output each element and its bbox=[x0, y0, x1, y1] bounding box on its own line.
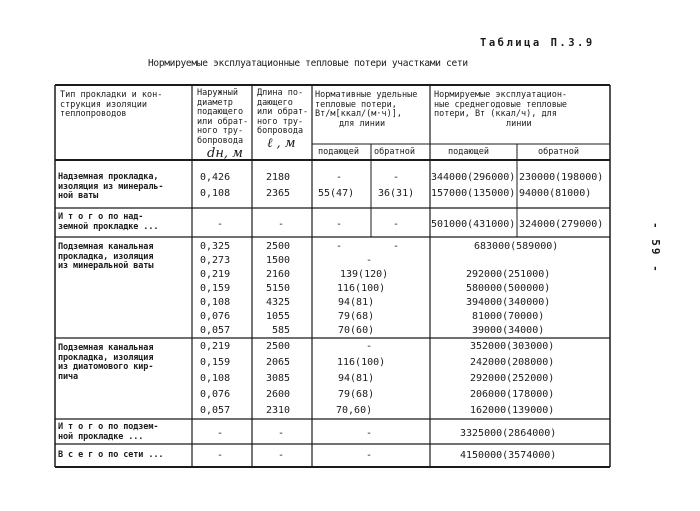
cell-t2-length: - bbox=[278, 428, 285, 439]
cell-t3-q: - bbox=[366, 450, 373, 461]
header-return-2: обратной bbox=[538, 147, 579, 157]
cell-t3-eloss: 4150000(3574000) bbox=[460, 450, 557, 461]
header-col-specific-losses: Нормативные удельные тепловые потери, Вт/м[ккал/(м·ч)], для линии bbox=[315, 90, 418, 129]
cell-r9-eloss: 39000(34000) bbox=[472, 325, 545, 336]
header-return-1: обратной bbox=[374, 147, 415, 157]
cell-r5-diameter: 0,219 bbox=[200, 269, 231, 280]
cell-r13-eloss: 206000(178000) bbox=[470, 389, 555, 400]
cell-r9-q: 70(60) bbox=[338, 325, 375, 336]
cell-r3-length: 2500 bbox=[266, 241, 291, 252]
cell-r12-q: 94(81) bbox=[338, 373, 375, 384]
cell-r14-diameter: 0,057 bbox=[200, 405, 231, 416]
page-number: - 59 - bbox=[649, 222, 662, 274]
cell-r1-esupply: 344000(296000) bbox=[431, 172, 516, 183]
cell-r1-length: 2180 bbox=[266, 172, 291, 183]
cell-r4-length: 1500 bbox=[266, 255, 291, 266]
cell-r3-qsupply: - bbox=[336, 241, 343, 252]
cell-r2-length: 2365 bbox=[266, 188, 291, 199]
cell-t3-diameter: - bbox=[217, 450, 224, 461]
group-label-underground-wool: Подземная канальная прокладка, изоляция из минеральной ваты bbox=[58, 242, 154, 271]
header-supply-1: подающей bbox=[318, 147, 359, 157]
cell-t2-diameter: - bbox=[217, 428, 224, 439]
cell-r4-q: - bbox=[366, 255, 373, 266]
cell-r2-qreturn: 36(31) bbox=[378, 188, 415, 199]
cell-r3-diameter: 0,325 bbox=[200, 241, 231, 252]
cell-r6-q: 116(100) bbox=[337, 283, 386, 294]
cell-r1-qreturn: - bbox=[393, 172, 400, 183]
cell-r12-diameter: 0,108 bbox=[200, 373, 231, 384]
cell-r8-diameter: 0,076 bbox=[200, 311, 231, 322]
cell-r8-length: 1055 bbox=[266, 311, 291, 322]
cell-r1-qsupply: - bbox=[336, 172, 343, 183]
cell-r7-diameter: 0,108 bbox=[200, 297, 231, 308]
cell-r7-q: 94(81) bbox=[338, 297, 375, 308]
cell-r8-eloss: 81000(70000) bbox=[472, 311, 545, 322]
cell-r13-length: 2600 bbox=[266, 389, 291, 400]
cell-r6-diameter: 0,159 bbox=[200, 283, 231, 294]
cell-t1-qsupply: - bbox=[336, 219, 343, 230]
cell-r7-eloss: 394000(340000) bbox=[466, 297, 551, 308]
cell-r2-esupply: 157000(135000) bbox=[431, 188, 516, 199]
cell-t1-length: - bbox=[278, 219, 285, 230]
cell-r1-ereturn: 230000(198000) bbox=[519, 172, 604, 183]
cell-r10-length: 2500 bbox=[266, 341, 291, 352]
cell-r5-eloss: 292000(251000) bbox=[466, 269, 551, 280]
cell-r9-length: 585 bbox=[272, 325, 291, 336]
cell-r5-length: 2160 bbox=[266, 269, 291, 280]
cell-t1-ereturn: 324000(279000) bbox=[519, 219, 604, 230]
cell-r13-diameter: 0,076 bbox=[200, 389, 231, 400]
cell-r6-length: 5150 bbox=[266, 283, 291, 294]
group-label-aboveground: Надземная прокладка, изоляция из минераль- ной ваты bbox=[58, 172, 164, 201]
cell-t1-diameter: - bbox=[217, 219, 224, 230]
cell-r10-eloss: 352000(303000) bbox=[470, 341, 555, 352]
table-subtitle: Нормируемые эксплуатационные тепловые потери участками сети bbox=[148, 58, 468, 69]
grand-total-label: В с е г о по сети ... bbox=[58, 450, 164, 460]
cell-r14-q: 70,60) bbox=[336, 405, 373, 416]
header-col-diameter: Наружный диаметр подающего или обрат- ного тру- бопровода dн, м bbox=[197, 88, 249, 161]
cell-r1-diameter: 0,426 bbox=[200, 172, 231, 183]
cell-t2-q: - bbox=[366, 428, 373, 439]
header-col-annual-losses: Нормируемые эксплуатацион- ные среднегодовые тепловые потери, Вт (ккал/ч), для линии bbox=[434, 90, 568, 129]
cell-r2-diameter: 0,108 bbox=[200, 188, 231, 199]
cell-t2-eloss: 3325000(2864000) bbox=[460, 428, 557, 439]
cell-r11-q: 116(100) bbox=[337, 357, 386, 368]
cell-r11-eloss: 242000(208000) bbox=[470, 357, 555, 368]
cell-r12-length: 3085 bbox=[266, 373, 291, 384]
cell-t1-esupply: 501000(431000) bbox=[431, 219, 516, 230]
cell-t3-length: - bbox=[278, 450, 285, 461]
cell-r8-q: 79(68) bbox=[338, 311, 375, 322]
cell-r14-length: 2310 bbox=[266, 405, 291, 416]
cell-r9-diameter: 0,057 bbox=[200, 325, 231, 336]
cell-t1-qreturn: - bbox=[393, 219, 400, 230]
cell-r2-qsupply: 55(47) bbox=[318, 188, 355, 199]
cell-r3-eloss: 683000(589000) bbox=[474, 241, 559, 252]
cell-r11-diameter: 0,159 bbox=[200, 357, 231, 368]
group-label-underground-brick: Подземная канальная прокладка, изоляция из диатомового кир- пича bbox=[58, 343, 154, 382]
header-col-length: Длина по- дающего или обрат- ного тру- бопровода ℓ , м bbox=[257, 88, 309, 151]
cell-r7-length: 4325 bbox=[266, 297, 291, 308]
cell-r10-diameter: 0,219 bbox=[200, 341, 231, 352]
total-label-aboveground: И т о г о по над- земной прокладке ... bbox=[58, 212, 159, 232]
cell-r10-q: - bbox=[366, 341, 373, 352]
cell-r2-ereturn: 94000(81000) bbox=[519, 188, 592, 199]
cell-r5-q: 139(120) bbox=[340, 269, 389, 280]
cell-r11-length: 2065 bbox=[266, 357, 291, 368]
cell-r14-eloss: 162000(139000) bbox=[470, 405, 555, 416]
cell-r13-q: 79(68) bbox=[338, 389, 375, 400]
cell-r12-eloss: 292000(252000) bbox=[470, 373, 555, 384]
header-col-type: Тип прокладки и кон- струкция изоляции теплопроводов bbox=[60, 90, 163, 120]
header-supply-2: подающей bbox=[448, 147, 489, 157]
cell-r4-diameter: 0,273 bbox=[200, 255, 231, 266]
table-caption: Таблица П.3.9 bbox=[480, 37, 595, 49]
total-label-underground: И т о г о по подзем- ной прокладке ... bbox=[58, 422, 159, 442]
cell-r3-qreturn: - bbox=[393, 241, 400, 252]
cell-r6-eloss: 580000(500000) bbox=[466, 283, 551, 294]
